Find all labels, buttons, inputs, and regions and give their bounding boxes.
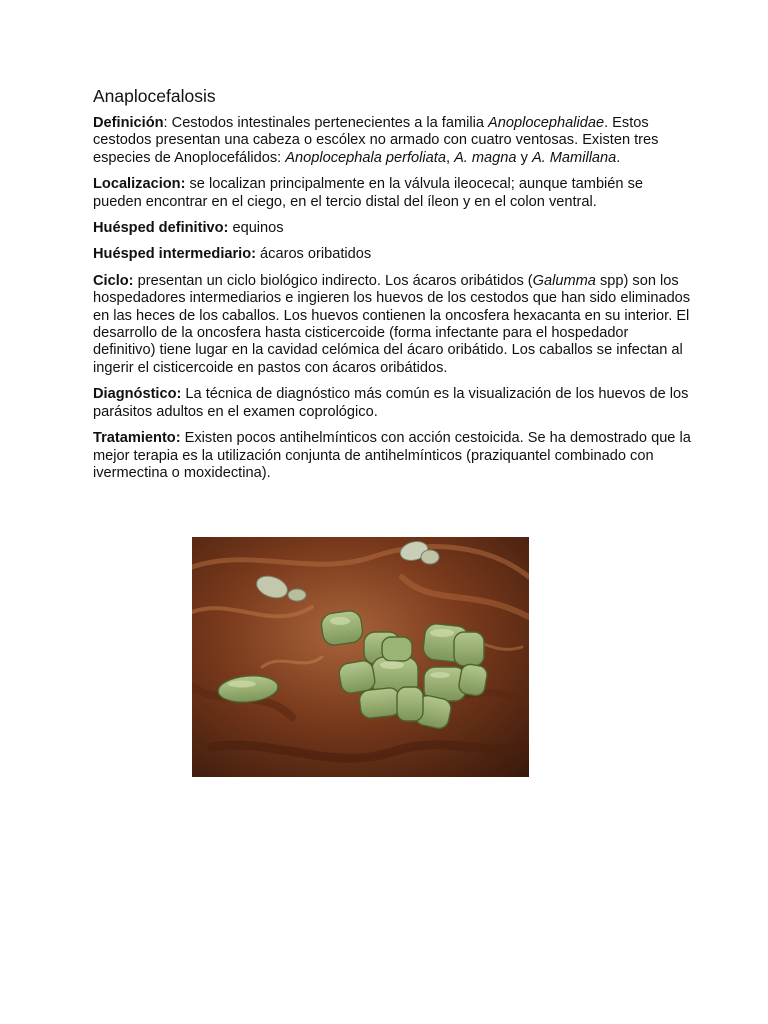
tapeworm-segment <box>382 637 412 661</box>
text-definicion-4: y <box>516 149 532 166</box>
text-ciclo-1: presentan un ciclo biológico indirecto. Los ácaros oribátidos ( <box>133 272 533 289</box>
taxon-mamillana: A. Mamillana <box>531 149 617 166</box>
tapeworm-segment <box>458 663 489 697</box>
paragraph-localizacion <box>93 176 693 211</box>
text-diagnostico: La técnica de diagnóstico más común es la visualización de los huevos de los parásitos adultos en el examen coprológico. <box>93 386 689 420</box>
worm-highlight <box>330 617 350 625</box>
tapeworm-segment <box>359 687 402 719</box>
worm-highlight <box>430 629 454 637</box>
pale-worm <box>421 550 439 564</box>
text-localizacion: se localizan principalmente en la válvula ileocecal; aunque también se pueden encontrar en el ciego, en el tercio distal del íleon y en el colon ventral. <box>93 176 643 210</box>
label-huesped-intermediario: Huésped intermediario: <box>93 246 256 263</box>
text-huesped-intermediario: ácaros oribatidos <box>256 246 372 263</box>
taxon-galumma: Galumma <box>532 272 596 289</box>
worm-highlight <box>430 672 450 678</box>
paragraph-tratamiento <box>93 430 693 482</box>
label-tratamiento: Tratamiento: <box>93 430 181 447</box>
tapeworm-photo <box>192 537 529 777</box>
paragraph-definicion <box>93 115 693 167</box>
text-definicion-2: . Estos cestodos presentan una cabeza o escólex no armado con cuatro ventosas. Existen tres especies de Anoplocefálidos: <box>93 115 659 166</box>
text-ciclo-2: spp) son los hospedadores intermediarios e ingieren los huevos de los cestodos que han sido eliminados en las heces de los caballos. Los huevos contienen la oncosfera hexacanta en su interior. El desarrollo de la oncosfera hasta cisticercoide (forma infectante para el hospedador definitivo) tiene lugar en la cavidad celómica del ácaro oribátido. Los caballos se infectan al ingerir el cisticercoide en pastos con ácaros oribátidos. <box>93 272 691 376</box>
worm-highlight <box>228 681 256 688</box>
tapeworm-segment <box>320 609 364 646</box>
text-huesped-definitivo: equinos <box>228 220 284 237</box>
text-definicion-3: , <box>445 149 455 166</box>
paragraph-diagnostico <box>93 386 693 421</box>
taxon-magna: A. magna <box>454 149 517 166</box>
taxon-anoplocephalidae: Anoplocephalidae <box>488 115 605 131</box>
label-diagnostico: Diagnóstico: <box>93 386 182 403</box>
text-definicion-1: : Cestodos intestinales pertenecientes a la familia <box>163 115 489 131</box>
document-body <box>93 115 693 491</box>
label-definicion: Definición <box>93 115 164 131</box>
paragraph-huesped-definitivo <box>93 220 693 237</box>
paragraph-huesped-intermediario <box>93 246 693 263</box>
paragraph-ciclo <box>93 273 693 377</box>
worm-highlight <box>380 661 404 669</box>
text-tratamiento: Existen pocos antihelmínticos con acción cestoicida. Se ha demostrado que la mejor terapia es la utilización conjunta de antihelmínticos (praziquantel combinado con ivermectina o moxidectina). <box>93 430 691 481</box>
label-localizacion: Localizacion: <box>93 176 186 193</box>
pale-worm <box>288 589 306 601</box>
taxon-perfoliata: Anoplocephala perfoliata <box>285 149 446 166</box>
text-definicion-5: . <box>616 149 621 166</box>
document-title: Anaplocefalosis <box>93 86 216 106</box>
tapeworm-segment <box>397 687 423 721</box>
label-ciclo: Ciclo: <box>93 272 134 289</box>
tapeworm-segment <box>454 632 484 666</box>
label-huesped-definitivo: Huésped definitivo: <box>93 220 229 237</box>
